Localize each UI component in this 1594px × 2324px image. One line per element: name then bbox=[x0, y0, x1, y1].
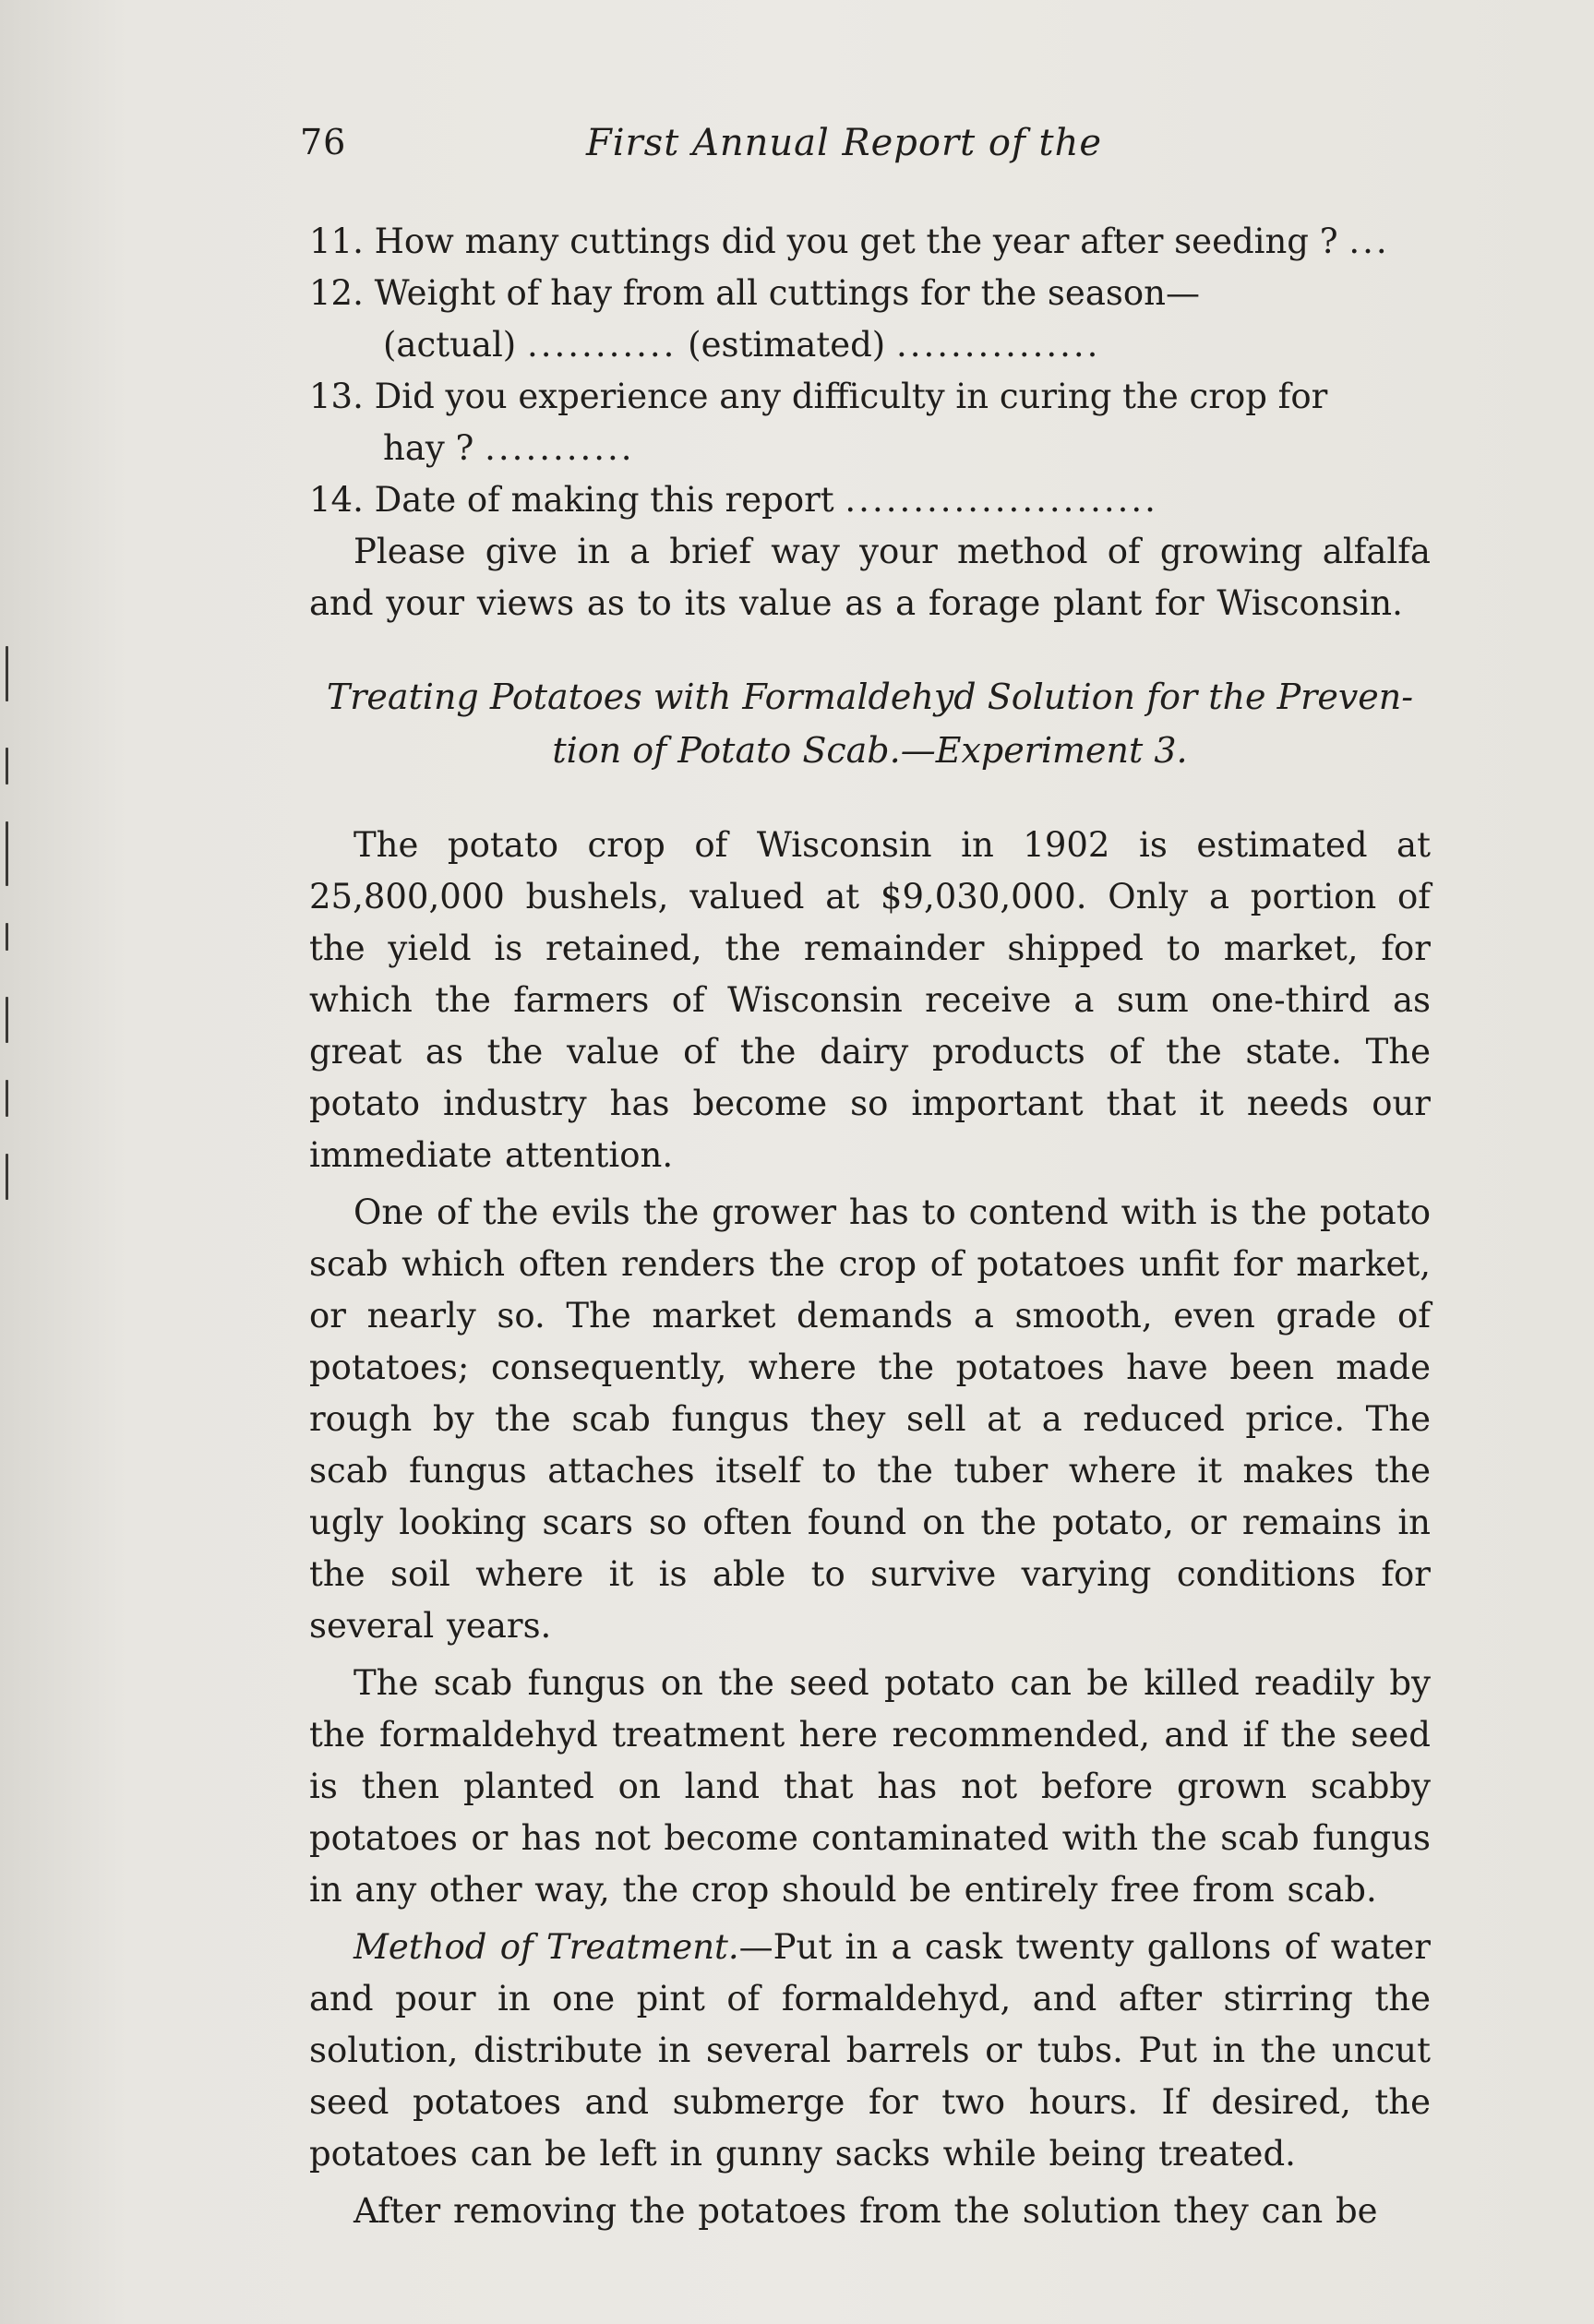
paragraph-scab-evils: One of the evils the grower has to contend with is the potato scab which often renders the crop of potatoes unfit for market, or nearly so. The market demands a smooth, even grade of potatoes; consequently, where the potatoes have been made rough by the scab fungus they sell at a reduced price. The scab fungus attaches itself to the tuber where it makes the ugly looking scars so often found on the potato, or remains in the soil where it is able to survive varying conditions for several years. bbox=[309, 1192, 1431, 1646]
running-title: First Annual Report of the bbox=[586, 122, 1103, 164]
paragraph-method bbox=[309, 1922, 1431, 2180]
closing-request: Please give in a brief way your method of growing alfalfa and your views as to its value as a forage plant for Wisconsin. bbox=[309, 532, 1431, 623]
section-heading-line-1: Treating Potatoes with Formaldehyd Solution for the Preven- bbox=[326, 677, 1414, 717]
question-13-continued: hay ? ........... bbox=[383, 428, 635, 468]
section-heading-line-2: tion of Potato Scab.—Experiment 3. bbox=[552, 730, 1188, 771]
binding-edge-marks bbox=[0, 646, 15, 1200]
question-14: 14. Date of making this report ....................... bbox=[309, 480, 1158, 520]
question-12-fields: (actual) ........... (estimated) ............... bbox=[383, 325, 1101, 365]
page-body bbox=[309, 216, 1431, 2237]
question-13: 13. Did you experience any difficulty in curing the crop for bbox=[309, 377, 1328, 416]
page-number: 76 bbox=[300, 122, 347, 162]
method-label: Method of Treatment. bbox=[354, 1927, 739, 1967]
question-11: 11. How many cuttings did you get the year after seeding ? ... bbox=[309, 222, 1390, 261]
paragraph-final-line: After removing the potatoes from the solution they can be bbox=[354, 2191, 1378, 2231]
question-12: 12. Weight of hay from all cuttings for the season— bbox=[309, 273, 1200, 313]
paragraph-scab-treatment: The scab fungus on the seed potato can be killed readily by the formaldehyd treatment here recommended, and if the seed is then planted on land that has not before grown scabby potatoes or has not become contaminated with the scab fungus in any other way, the crop should be entirely free from scab. bbox=[309, 1663, 1431, 1910]
paragraph-crop-value: The potato crop of Wisconsin in 1902 is estimated at 25,800,000 bushels, valued at $9,030,000. Only a portion of the yield is retained, the remainder shipped to market, for which the farmers of Wisconsin receive a sum one-third as great as the value of the dairy products of the state. The potato industry has become so important that it needs our immediate attention. bbox=[309, 825, 1431, 1175]
section-heading bbox=[309, 670, 1431, 777]
page-header bbox=[300, 122, 1472, 177]
method-text: —Put in a cask twenty gallons of water and pour in one pint of formaldehyd, and after stirring the solution, distribute in several barrels or tubs. Put in the uncut seed potatoes and submerge for two hours. If desired, the potatoes can be left in gunny sacks while being treated. bbox=[309, 1927, 1431, 2174]
